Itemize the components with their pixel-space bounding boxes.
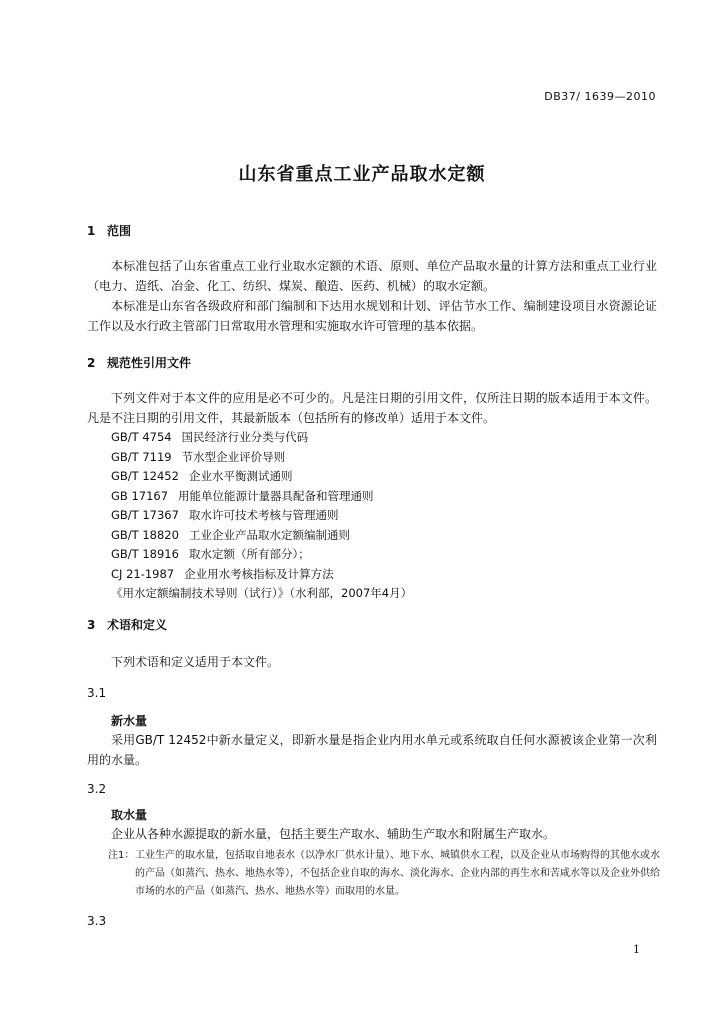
section-heading-terms: [87, 616, 167, 633]
term-definition: 企业从各种水源提取的新水量，包括主要生产取水、辅助生产取水和附属生产取水。: [111, 827, 556, 841]
reference-item: GB/T 18916 取水定额（所有部分）；: [111, 547, 310, 561]
term-name: 新水量: [111, 714, 148, 728]
section-heading-normative: [87, 354, 191, 371]
clause-number: 3.3: [87, 914, 107, 928]
reference-item: GB/T 7119 节水型企业评价导则: [111, 449, 286, 464]
section-title: 范围: [107, 224, 132, 238]
reference-item: 《用水定额编制技术导则（试行）》（水利部，2007年4月）: [111, 586, 413, 600]
section-number: 1: [87, 224, 96, 238]
standard-code: DB37/ 1639—2010: [544, 90, 656, 103]
term-definition: 采用GB/T 12452中新水量定义，即新水量是指企业内用水单元或系统取自任何水源被该企业第一次利用的水量。: [87, 733, 657, 767]
note-label: 注1：: [108, 850, 135, 861]
reference-item: CJ 21-1987 企业用水考核指标及计算方法: [111, 566, 334, 581]
section-title: 术语和定义: [107, 618, 168, 632]
term-note: [108, 847, 660, 901]
terms-intro: 下列术语和定义适用于本文件。: [111, 655, 280, 669]
scope-paragraph-2: 本标准是山东省各级政府和部门编制和下达用水规划和计划、评估节水工作、编制建设项目水资源论证工作以及水行政主管部门日常取用水管理和实施取水许可管理的基本依据。: [87, 299, 657, 333]
section-title: 规范性引用文件: [107, 356, 192, 370]
scope-paragraph-1: 本标准包括了山东省重点工业行业取水定额的术语、原则、单位产品取水量的计算方法和重点工业行业（电力、造纸、冶金、化工、纺织、煤炭、酿造、医药、机械）的取水定额。: [87, 259, 657, 293]
section-number: 3: [87, 618, 96, 632]
reference-item: GB/T 17367 取水许可技术考核与管理通则: [111, 508, 339, 522]
section-number: 2: [87, 356, 96, 370]
reference-item: GB 17167 用能单位能源计量器具配备和管理通则: [111, 488, 374, 503]
term-name: 取水量: [111, 808, 148, 822]
section-heading-scope: [87, 222, 131, 239]
reference-item: GB/T 18820 工业企业产品取水定额编制通则: [111, 527, 350, 542]
normative-intro: 下列文件对于本文件的应用是必不可少的。凡是注日期的引用文件，仅所注日期的版本适用于本文件。凡是不注日期的引用文件，其最新版本（包括所有的修改单）适用于本文件。: [87, 391, 657, 425]
reference-item: GB/T 4754 国民经济行业分类与代码: [111, 430, 309, 444]
clause-number: 3.1: [87, 686, 107, 700]
note-text: 工业生产的取水量，包括取自地表水（以净水厂供水计量）、地下水、城镇供水工程，以及企业从市场购得的其他水或水的产品（如蒸汽、热水、地热水等），不包括企业自取的海水、淡化海水、企业内部的再生水和苦咸水等以及企业外供给市场的水的产品（如蒸汽、热水、地热水等）而取用的水量。: [135, 850, 660, 897]
clause-number: 3.2: [87, 782, 107, 796]
document-title: 山东省重点工业产品取水定额: [238, 164, 486, 185]
page-number: 1: [633, 943, 640, 956]
reference-list: [111, 428, 412, 604]
reference-item: GB/T 12452 企业水平衡测试通则: [111, 469, 293, 483]
